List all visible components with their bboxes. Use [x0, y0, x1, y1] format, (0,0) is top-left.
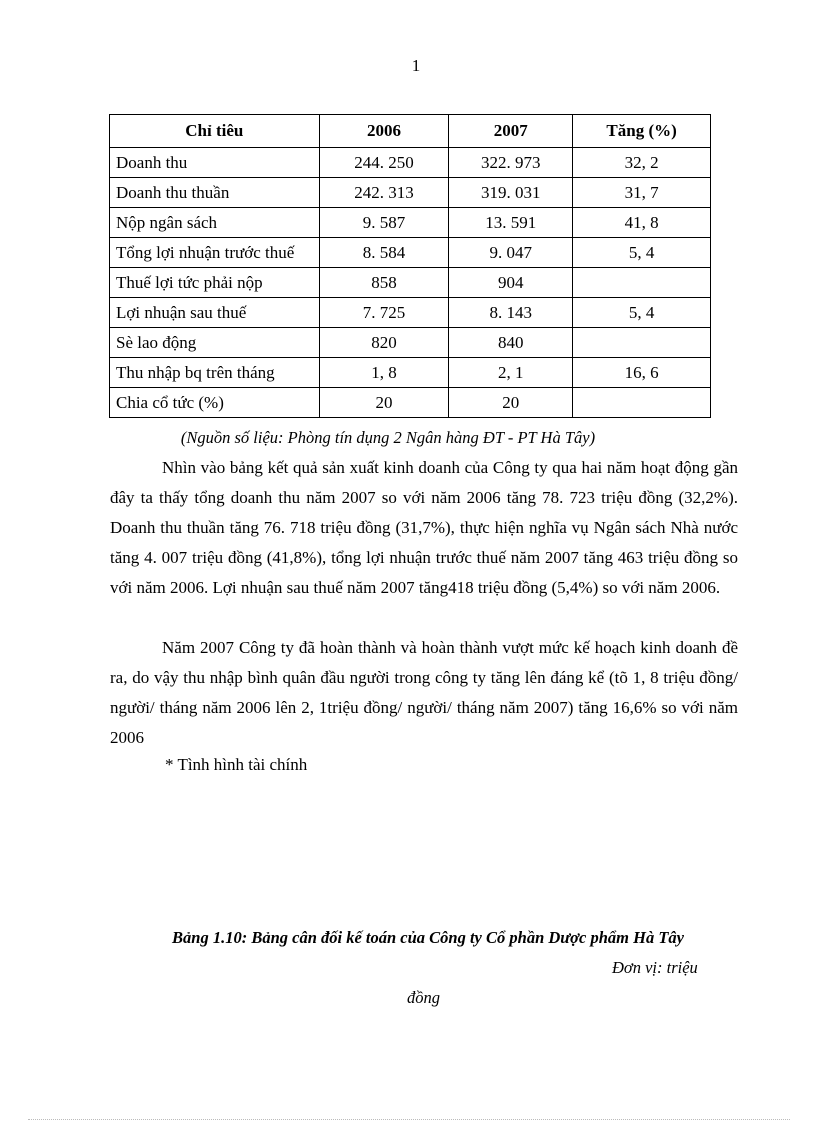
table-row	[110, 148, 711, 178]
table-row	[110, 358, 711, 388]
source-note: (Nguồn số liệu: Phòng tín dụng 2 Ngân hàng ĐT - PT Hà Tây)	[180, 428, 596, 447]
value-2007: 20	[449, 388, 573, 418]
header-2006: 2006	[319, 115, 449, 148]
business-results-table	[109, 114, 711, 418]
value-2006: 244. 250	[319, 148, 449, 178]
row-label: Doanh thu thuần	[110, 178, 320, 208]
value-2006: 820	[319, 328, 449, 358]
value-2006: 858	[319, 268, 449, 298]
row-label: Sè lao động	[110, 328, 320, 358]
value-2007: 840	[449, 328, 573, 358]
row-label: Lợi nhuận sau thuế	[110, 298, 320, 328]
value-2006: 8. 584	[319, 238, 449, 268]
value-2007: 2, 1	[449, 358, 573, 388]
row-label: Nộp ngân sách	[110, 208, 320, 238]
value-increase: 41, 8	[573, 208, 711, 238]
table-row	[110, 208, 711, 238]
row-label: Chia cổ tức (%)	[110, 388, 320, 418]
table-row	[110, 238, 711, 268]
page-number: 1	[411, 56, 421, 75]
value-increase	[573, 388, 711, 418]
table-header-row	[110, 115, 711, 148]
paragraph-1-text: Nhìn vào bảng kết quả sản xuất kinh doanh của Công ty qua hai năm hoạt động gần đây ta thấy tổng doanh thu năm 2007 so với năm 2006 tăng 78. 723 triệu đồng (32,2%). Doanh thu thuần tăng 76. 718 triệu đồng (31,7%), thực hiện nghĩa vụ Ngân sách Nhà nước tăng 4. 007 triệu đồng (41,8%), tổng lợi nhuận trước thuế năm 2007 tăng 463 triệu đồng so với năm 2006. Lợi nhuận sau thuế năm 2007 tăng418 triệu đồng (5,4%) so với năm 2006.	[110, 458, 738, 597]
value-increase	[573, 268, 711, 298]
header-increase: Tăng (%)	[573, 115, 711, 148]
table-row	[110, 388, 711, 418]
table-row	[110, 298, 711, 328]
value-2007: 319. 031	[449, 178, 573, 208]
row-label: Thuế lợi tức phải nộp	[110, 268, 320, 298]
value-increase: 5, 4	[573, 238, 711, 268]
value-increase: 32, 2	[573, 148, 711, 178]
row-label: Doanh thu	[110, 148, 320, 178]
paragraph-2-text: Năm 2007 Công ty đã hoàn thành và hoàn thành vượt mức kế hoạch kinh doanh đề ra, do vậy thu nhập bình quân đầu người trong công ty tăng lên đáng kể (tõ 1, 8 triệu đồng/ người/ tháng năm 2006 lên 2, 1triệu đồng/ người/ tháng năm 2007) tăng 16,6% so với năm 2006	[110, 638, 738, 747]
value-2007: 904	[449, 268, 573, 298]
table-row	[110, 268, 711, 298]
unit-label-continued: đồng	[407, 988, 440, 1007]
value-2006: 1, 8	[319, 358, 449, 388]
table-row	[110, 328, 711, 358]
table-row	[110, 178, 711, 208]
value-2006: 7. 725	[319, 298, 449, 328]
value-2006: 9. 587	[319, 208, 449, 238]
value-increase: 31, 7	[573, 178, 711, 208]
analysis-paragraph-2	[110, 633, 738, 753]
unit-label: Đơn vị: triệu	[612, 958, 698, 977]
footer-divider	[28, 1119, 790, 1120]
value-2007: 9. 047	[449, 238, 573, 268]
value-2007: 8. 143	[449, 298, 573, 328]
value-2006: 242. 313	[319, 178, 449, 208]
row-label: Tổng lợi nhuận trước thuế	[110, 238, 320, 268]
value-increase	[573, 328, 711, 358]
value-increase: 16, 6	[573, 358, 711, 388]
analysis-paragraph-1	[110, 453, 738, 603]
header-2007: 2007	[449, 115, 573, 148]
header-indicator: Chỉ tiêu	[110, 115, 320, 148]
value-2007: 13. 591	[449, 208, 573, 238]
value-2006: 20	[319, 388, 449, 418]
table-caption: Bảng 1.10: Bảng cân đối kế toán của Công ty Cổ phần Dược phẩm Hà Tây	[172, 928, 684, 947]
value-increase: 5, 4	[573, 298, 711, 328]
row-label: Thu nhập bq trên tháng	[110, 358, 320, 388]
value-2007: 322. 973	[449, 148, 573, 178]
financial-situation-heading: * Tình hình tài chính	[165, 755, 308, 774]
